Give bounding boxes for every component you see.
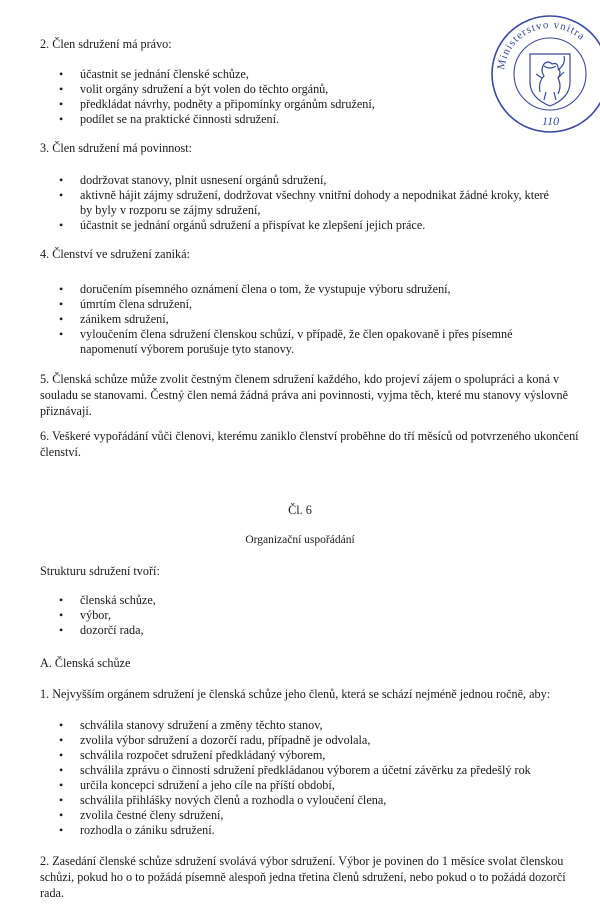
list-item: • určila koncepci sdružení a jeho cíle na příští období, [40, 778, 560, 793]
section-a-heading: A. Členská schůze [40, 656, 131, 670]
list-item: • výbor, [40, 608, 560, 623]
section-3-heading: 3. Člen sdružení má povinnost: [40, 141, 192, 155]
list-item: • schválila přihlášky nových členů a rozhodla o vyloučení člena, [40, 793, 560, 808]
section-a-paragraph-2: 2. Zasedání členské schůze sdružení svolává výbor sdružení. Výbor je povinen do 1 měsíce svolat členskou schůzi, pokud ho o to požádá písemně alespoň jedna třetina členů sdružení, nebo pokud o to požádá dozorčí rada. [40, 854, 566, 900]
stamp-text: Ministerstvo vnitra [495, 18, 588, 71]
list-item: • vyloučením člena sdružení členskou schůzí, v případě, že člen opakovaně i přes písemné napomenutí výborem porušuje tyto stanovy. [40, 327, 560, 357]
list-item: • účastnit se jednání orgánů sdružení a přispívat ke zlepšení jejich práce. [40, 218, 560, 233]
section-2-heading: 2. Člen sdružení má právo: [40, 37, 172, 51]
termination-list [40, 282, 560, 357]
list-item: • členská schůze, [40, 593, 560, 608]
ministry-stamp [488, 8, 600, 140]
list-item: • schválila stanovy sdružení a změny těchto stanov, [40, 718, 560, 733]
section-a-paragraph-1: 1. Nejvyšším orgánem sdružení je členská schůze jeho členů, která se schází nejméně jednou ročně, aby: [40, 687, 551, 701]
list-item: • dodržovat stanovy, plnit usnesení orgánů sdružení, [40, 173, 560, 188]
section-4-heading: 4. Členství ve sdružení zaniká: [40, 247, 190, 261]
list-item: • zvolila čestné členy sdružení, [40, 808, 560, 823]
list-item: • dozorčí rada, [40, 623, 560, 638]
article-number: Čl. 6 [288, 503, 312, 517]
list-item: • úmrtím člena sdružení, [40, 297, 560, 312]
duties-list [40, 173, 560, 233]
stamp-inner-ring [514, 38, 586, 110]
rights-list [40, 67, 560, 127]
list-item: • volit orgány sdružení a být volen do těchto orgánů, [40, 82, 560, 97]
list-item: • zvolila výbor sdružení a dozorčí radu, případně je odvolala, [40, 733, 560, 748]
stamp-number: 110 [542, 114, 560, 128]
lion-emblem-icon [530, 54, 570, 106]
list-item: • schválila rozpočet sdružení předkládaný výborem, [40, 748, 560, 763]
list-item: • aktivně hájit zájmy sdružení, dodržovat všechny vnitřní dohody a nepodnikat žádné kroky, které by byly v rozporu se zájmy sdružení, [40, 188, 560, 218]
structure-intro: Strukturu sdružení tvoří: [40, 564, 160, 578]
structure-list [40, 593, 560, 638]
list-item: • zánikem sdružení, [40, 312, 560, 327]
list-item: • doručením písemného oznámení člena o tom, že vystupuje výboru sdružení, [40, 282, 560, 297]
paragraph-5: 5. Členská schůze může zvolit čestným členem sdružení každého, kdo projeví zájem o spolupráci a koná v souladu se stanovami. Čestný člen nemá žádná práva ani povinnosti, vyjma těch, které mu stanovy výslovně přiznávají. [40, 372, 568, 418]
list-item: • účastnit se jednání členské schůze, [40, 67, 560, 82]
list-item: • předkládat návrhy, podněty a připomínky orgánům sdružení, [40, 97, 560, 112]
list-item: • rozhodla o zániku sdružení. [40, 823, 560, 838]
list-item: • podílet se na praktické činnosti sdružení. [40, 112, 560, 127]
paragraph-6: 6. Veškeré vypořádání vůči členovi, kterému zaniklo členství proběhne do tří měsíců od potvrzeného ukončení členství. [40, 429, 579, 459]
assembly-duties-list [40, 718, 560, 838]
list-item: • schválila zprávu o činnosti sdružení předkládanou výborem a účetní závěrku za předešlý rok [40, 763, 560, 778]
article-title: Organizační uspořádání [245, 534, 355, 546]
